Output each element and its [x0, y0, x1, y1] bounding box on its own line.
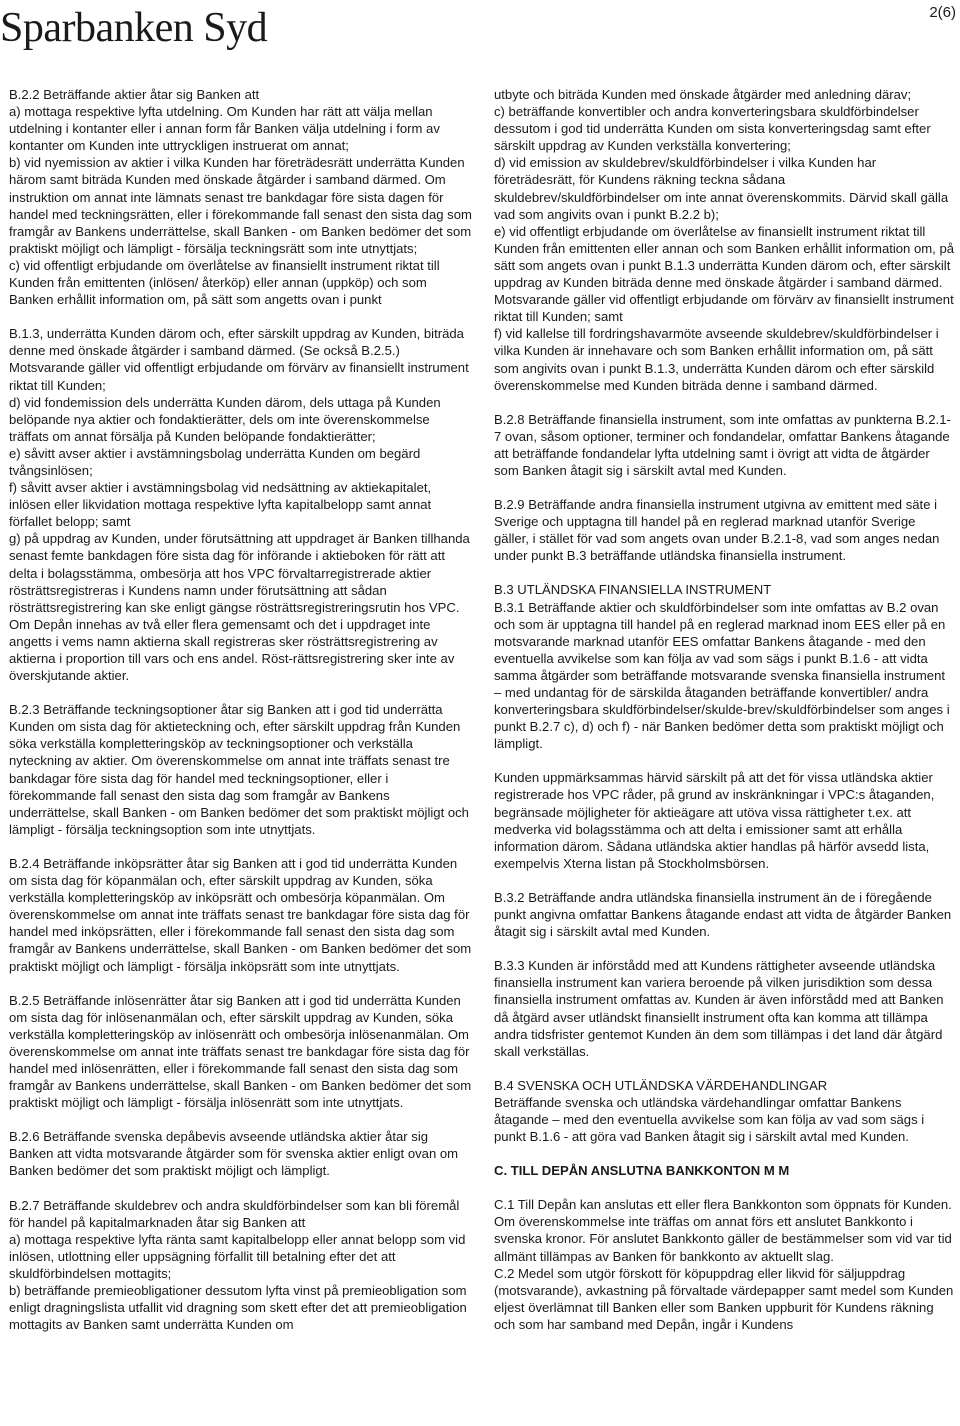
section-b27-continued: utbyte och biträda Kunden med önskade åtgärder med anledning därav; c) beträffande konvertibler och andra konverteringsbara skuldförbindelser dessutom i god tid underrätta Kunden om sista konverteringsdag samt efter särskilt uppdrag av Kunden verkställa konvertering; d) vid emission av skuldebrev/skuldförbindelser i vilka Kunden har företrädesrätt, för Kundens räkning teckna sådana skuldebrev/skuldförbindelser om inte annat överenskommits. Därvid skall gälla vad som angivits ovan i punkt B.2.2 b); e) vid offentligt erbjudande om överlåtelse av finansiellt instrument riktat till Kunden från emittenten eller annan och som Banken erhållit information om, på sätt som angets ovan i punkt B.1.3 underrätta Kunden därom och, efter särskilt uppdrag av Kunden biträda denne med önskade åtgärder i samband därmed. Motsvarande gäller vid offentligt erbjudande om förvärv av finansiellt instrument riktat till Kunden; samt f) vid kallelse till fordringshavarmöte avseende skuldebrev/skuldförbindelser i vilka Kunden är innehavare och som Banken erhållit information om, på sätt som angivits ovan i punkt B.1.3, underrätta Kunden därom och efter särskild överenskommelse med Kunden biträda denne i samband därmed.: [494, 87, 955, 393]
section-b27: B.2.7 Beträffande skuldebrev och andra skuldförbindelser som kan bli föremål för handel på kapitalmarknaden åtar sig Banken att a) mottaga respektive lyfta ränta samt kapitalbelopp eller annat belopp som vid inlösen, utlottning eller uppsägning förfallit till betalning efter det att skuldförbindelsen mottagits; b) beträffande premieobligationer dessutom lyfta vinst på premieobligation som enligt dragningslista utfallit vid dragning som skett efter det att premieobligation mottagits av Banken samt underrätta Kunden om: [9, 1197, 467, 1333]
section-b29: B.2.9 Beträffande andra finansiella instrument utgivna av emittent med säte i Sverige och upptagna till handel på en reglerad marknad utanför Sverige gäller, i stället för vad som angets ovan under B.2.1-8, vad som anges nedan under punkt B.3 beträffande utländska finansiella instrument.: [494, 497, 940, 564]
page-header: [0, 0, 960, 60]
bank-logo: Sparbanken Syd: [0, 5, 268, 51]
section-b23: B.2.3 Beträffande teckningsoptioner åtar sig Banken att i god tid underrätta Kunden om sista dag för aktieteckning och, efter särskilt uppdrag från Kunden söka verkställa kompletteringsköp av teckningsoptioner och verkställa nyteckning av aktier. Om överenskommelse om annat inte träffats senast tre bankdagar före sista dag för handel med teckningsoptioner, eller i förekommande fall senast den sista dag som framgår av Bankens underrättelse, skall Banken - om Banken bedömer det som praktiskt möjligt och lämpligt - försälja teckningsoption som inte utnyttjats.: [9, 702, 469, 837]
left-column: [9, 86, 472, 1333]
section-c1: C.1 Till Depån kan anslutas ett eller flera Bankkonton som öppnats för Kunden. Om överenskommelse inte träffas om annat förs ett anslutet Bankkonto i svenska kronor. För anslutet Bankkonto gäller de bestämmelser som vid var tid allmänt tillämpas av Banken för bankkonto av aktuellt slag.: [494, 1197, 952, 1264]
section-b32: B.3.2 Beträffande andra utländska finansiella instrument än de i föregående punkt angivna omfattar Bankens åtagande endast att vidta de åtgärder Banken åtagit sig i särskilt avtal med Kunden.: [494, 889, 952, 940]
section-b28: B.2.8 Beträffande finansiella instrument, som inte omfattas av punkterna B.2.1-7 ovan, såsom optioner, terminer och fondandelar, omfattar Bankens åtagande att beträffande fondandelar lyfta utdelning samt i övrigt att vidta de åtgärder som Banken åtagit sig i särskilt avtal med Kunden.: [494, 411, 951, 478]
page-number: 2(6): [929, 4, 956, 21]
section-b33: B.3.3 Kunden är införstådd med att Kundens rättigheter avseende utländska finansiella instrument kan variera beroende på vilken jurisdiktion som dessa finansiella instrument omfattas av. Kunden är även införstådd med att Banken då åtgärd avser utländskt finansiellt instrument ofta kan komma att tillämpa andra tidsfrister gentemot Kunden än dem som tillämpas i det land där åtgärd skall verkställas.: [494, 958, 944, 1059]
section-c-heading: C. TILL DEPÅN ANSLUTNA BANKKONTON M M: [494, 1163, 790, 1179]
right-column: [494, 86, 954, 1333]
section-c2: C.2 Medel som utgör förskott för köpuppdrag eller likvid för säljuppdrag (motsvarande), avkastning på förvaltade värdepapper samt medel som Kunden eljest överlämnat till Banken eller som Banken uppburit för Kundens räkning och som har samband med Depån, ingår i Kundens: [494, 1265, 954, 1332]
section-b22: B.2.2 Beträffande aktier åtar sig Banken att a) mottaga respektive lyfta utdelning. Om Kunden har rätt att välja mellan utdelning i kontanter eller i annan form får Banken välja utdelning i form av kontanter om Kunden inte uttryckligen instruerat om annat; b) vid nyemission av aktier i vilka Kunden har företrädesrätt underrätta Kunden härom samt biträda Kunden med önskade åtgärder i samband därmed. Om instruktion om annat inte lämnats senast tre bankdagar före sista dagen för handel med teckningsrätten, eller i förekommande fall senast den sista dag som framgår av Bankens underrättelse, skall Banken - om Banken bedömer det som praktiskt möjligt och lämpligt - försälja teckningsrätt som inte utnyttjats; c) vid offentligt erbjudande om överlåtelse av finansiellt instrument riktat till Kunden från emittenten (inlösen/ återköp) eller annan (uppköp) och som Banken erhållit information om, på sätt som angetts ovan i punkt: [9, 87, 472, 308]
section-b3: B.3 UTLÄNDSKA FINANSIELLA INSTRUMENT B.3.1 Beträffande aktier och skuldförbindelser som inte omfattas av B.2 ovan och som är upptagna till handel på en reglerad marknad inom EES eller på en motsvarande marknad utanför EES omfattar Bankens åtagande - med den eventuella avvikelse som kan följa av vad som sägs i punkt B.1.6 - att vidta samma åtgärder som beträffande motsvarande svenska finansiella instrument – med undantag för de särskilda åtaganden beträffande konvertibler/ andra konverteringsbara skuldförbindelser/skulde-brev/skuldförbindelser som anges i punkt B.2.7 c), d) och f) - när Banken bedömer detta som praktiskt möjligt och lämpligt.: [494, 582, 950, 752]
section-b22-continued: B.1.3, underrätta Kunden därom och, efter särskilt uppdrag av Kunden, biträda denne med önskade åtgärder i samband därmed. (Se också B.2.5.) Motsvarande gäller vid offentligt erbjudande om förvärv av finansiellt instrument riktat till Kunden; d) vid fondemission dels underrätta Kunden därom, dels uttaga på Kunden belöpande nya aktier och fondaktierätter, dels om inte överenskommelse träffats om annat försälja på Kunden belöpande fondaktierätter; e) såvitt avser aktier i avstämningsbolag underrätta Kunden om begärd tvångsinlösen; f) såvitt avser aktier i avstämningsbolag vid nedsättning av aktiekapitalet, inlösen eller likvidation mottaga respektive lyfta kapitalbelopp samt annat förfallet belopp; samt g) på uppdrag av Kunden, under förutsättning att uppdraget är Banken tillhanda senast femte bankdagen före sista dag för införande i aktieboken för rätt att delta i bolagsstämma, ombesörja att hos VPC förvaltarregistrerade aktier rösträttsregistreras i Kundens namn under förutsättning att sådan rösträttsregistrering kan ske enligt gängse rösträttsregistreringsrutin hos VPC. Om Depån innehas av två eller flera gemensamt och det i uppdraget inte angetts i vems namn aktierna skall registreras sker rösträttsregistrering av aktierna i proportion till vars och ens andel. Röst-rättsregistrering sker inte av överskjutande aktier.: [9, 326, 470, 684]
section-b26: B.2.6 Beträffande svenska depåbevis avseende utländska aktier åtar sig Banken att vidta motsvarande åtgärder som för svenska aktier enligt ovan om Banken bedömer det som praktiskt möjligt och lämpligt.: [9, 1129, 459, 1179]
section-b3-note: Kunden uppmärksammas härvid särskilt på att det för vissa utländska aktier registrerade hos VPC råder, på grund av inskränkningar i VPC:s åtaganden, begränsade möjligheter för aktieägare att utöva vissa rättigheter t.ex. att medverka vid bolagsstämma och att delta i emissioner samt att erhålla information därom. Sådana utländska aktier handlas på härför avsedd lista, exempelvis Xterna listan på Stockholmsbörsen.: [494, 770, 935, 871]
section-b4: B.4 SVENSKA OCH UTLÄNDSKA VÄRDEHANDLINGAR Beträffande svenska och utländska värdehandlingar omfattar Bankens åtagande – med den eventuella avvikelse som kan följa av vad som sägs i punkt B.1.6 - att göra vad Banken åtagit sig i särskilt avtal med Kunden.: [494, 1077, 925, 1145]
section-b25: B.2.5 Beträffande inlösenrätter åtar sig Banken att i god tid underrätta Kunden om sista dag för inlösenanmälan och, efter särskilt uppdrag av Kunden, söka verkställa kompletteringsköp av inlösenrätt och ombesörja inlösenanmälan. Om överenskommelse om annat inte träffats senast tre bankdagar före sista dag för handel med inlösenrätten, eller i förekommande fall senast den sista dag som framgår av Bankens underrättelse, skall Banken - om Banken bedömer det som praktiskt möjligt och lämpligt - försälja inlösenrätt som inte utnyttjats.: [9, 992, 472, 1111]
section-b24: B.2.4 Beträffande inköpsrätter åtar sig Banken att i god tid underrätta Kunden om sista dag för köpanmälan och, efter särskilt uppdrag av Kunden, söka verkställa kompletteringsköp av inköpsrätt och ombesörja köpanmälan. Om överenskommelse om annat inte träffats senast tre bankdagar före sista dag för handel med inköpsrätten, eller i förekommande fall senast den sista dag som framgår av Bankens underrättelse, skall Banken - om Banken bedömer det som praktiskt möjligt och lämpligt - försälja inköpsrätt som inte utnyttjats.: [9, 855, 472, 974]
